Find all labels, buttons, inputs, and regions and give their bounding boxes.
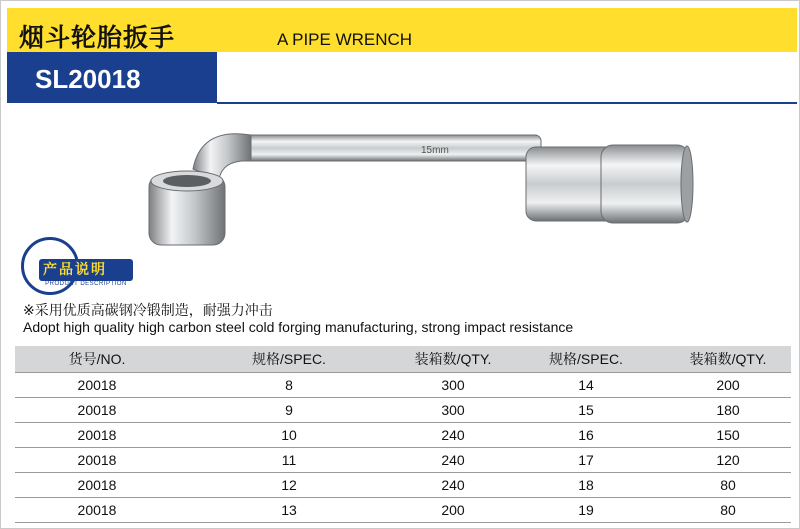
product-title-en: A PIPE WRENCH (277, 30, 413, 49)
cell-qty: 240 (399, 447, 507, 472)
cell-qty: 80 (665, 497, 791, 522)
header-qty-1: 装箱数/QTY. (399, 346, 507, 372)
table-row (15, 372, 791, 397)
cell-spec: 17 (507, 447, 665, 472)
cell-qty: 80 (665, 472, 791, 497)
header-spec-1: 规格/SPEC. (179, 346, 399, 372)
table-row (15, 447, 791, 472)
wrench-shaft (241, 135, 541, 161)
cell-qty: 120 (665, 447, 791, 472)
title-band (7, 8, 797, 52)
table-row (15, 472, 791, 497)
product-description-badge (21, 237, 133, 295)
cell-spec: 8 (179, 372, 399, 397)
cell-spec: 10 (179, 422, 399, 447)
model-code: SL20018 (35, 64, 141, 94)
cell-spec: 18 (507, 472, 665, 497)
product-title-cn: 烟斗轮胎扳手 (19, 23, 176, 52)
table-row (15, 397, 791, 422)
cell-qty: 240 (399, 422, 507, 447)
cell-no: 20018 (15, 422, 179, 447)
description-cn: ※采用优质高碳钢冷锻制造，耐强力冲击 (23, 303, 273, 319)
cell-qty: 200 (399, 497, 507, 522)
cell-qty: 300 (399, 372, 507, 397)
header-qty-2: 装箱数/QTY. (665, 346, 791, 372)
cell-spec: 14 (507, 372, 665, 397)
cell-no: 20018 (15, 472, 179, 497)
model-code-box (7, 52, 217, 103)
cell-spec: 19 (507, 497, 665, 522)
table-row (15, 497, 791, 522)
cell-qty: 200 (665, 372, 791, 397)
table-header-row (15, 346, 791, 372)
cell-no: 20018 (15, 447, 179, 472)
cell-spec: 12 (179, 472, 399, 497)
wrench-engraving: 15mm (421, 145, 449, 156)
cell-no: 20018 (15, 397, 179, 422)
cell-spec: 15 (507, 397, 665, 422)
header-no: 货号/NO. (15, 346, 179, 372)
spec-table (15, 346, 791, 523)
header-spec-2: 规格/SPEC. (507, 346, 665, 372)
cell-spec: 13 (179, 497, 399, 522)
cell-no: 20018 (15, 497, 179, 522)
cell-no: 20018 (15, 372, 179, 397)
cell-qty: 240 (399, 472, 507, 497)
cell-spec: 9 (179, 397, 399, 422)
cell-qty: 300 (399, 397, 507, 422)
description-en: Adopt high quality high carbon steel cold forging manufacturing, strong impact resistance (23, 319, 574, 335)
cell-spec: 16 (507, 422, 665, 447)
table-row (15, 422, 791, 447)
divider-line (217, 102, 797, 104)
pipe-wrench-image (131, 109, 711, 269)
cell-spec: 11 (179, 447, 399, 472)
badge-label-en: PRODUCT DESCRIPTION (45, 281, 127, 287)
cell-qty: 150 (665, 422, 791, 447)
cell-qty: 180 (665, 397, 791, 422)
badge-label-cn: 产品说明 (43, 262, 107, 278)
